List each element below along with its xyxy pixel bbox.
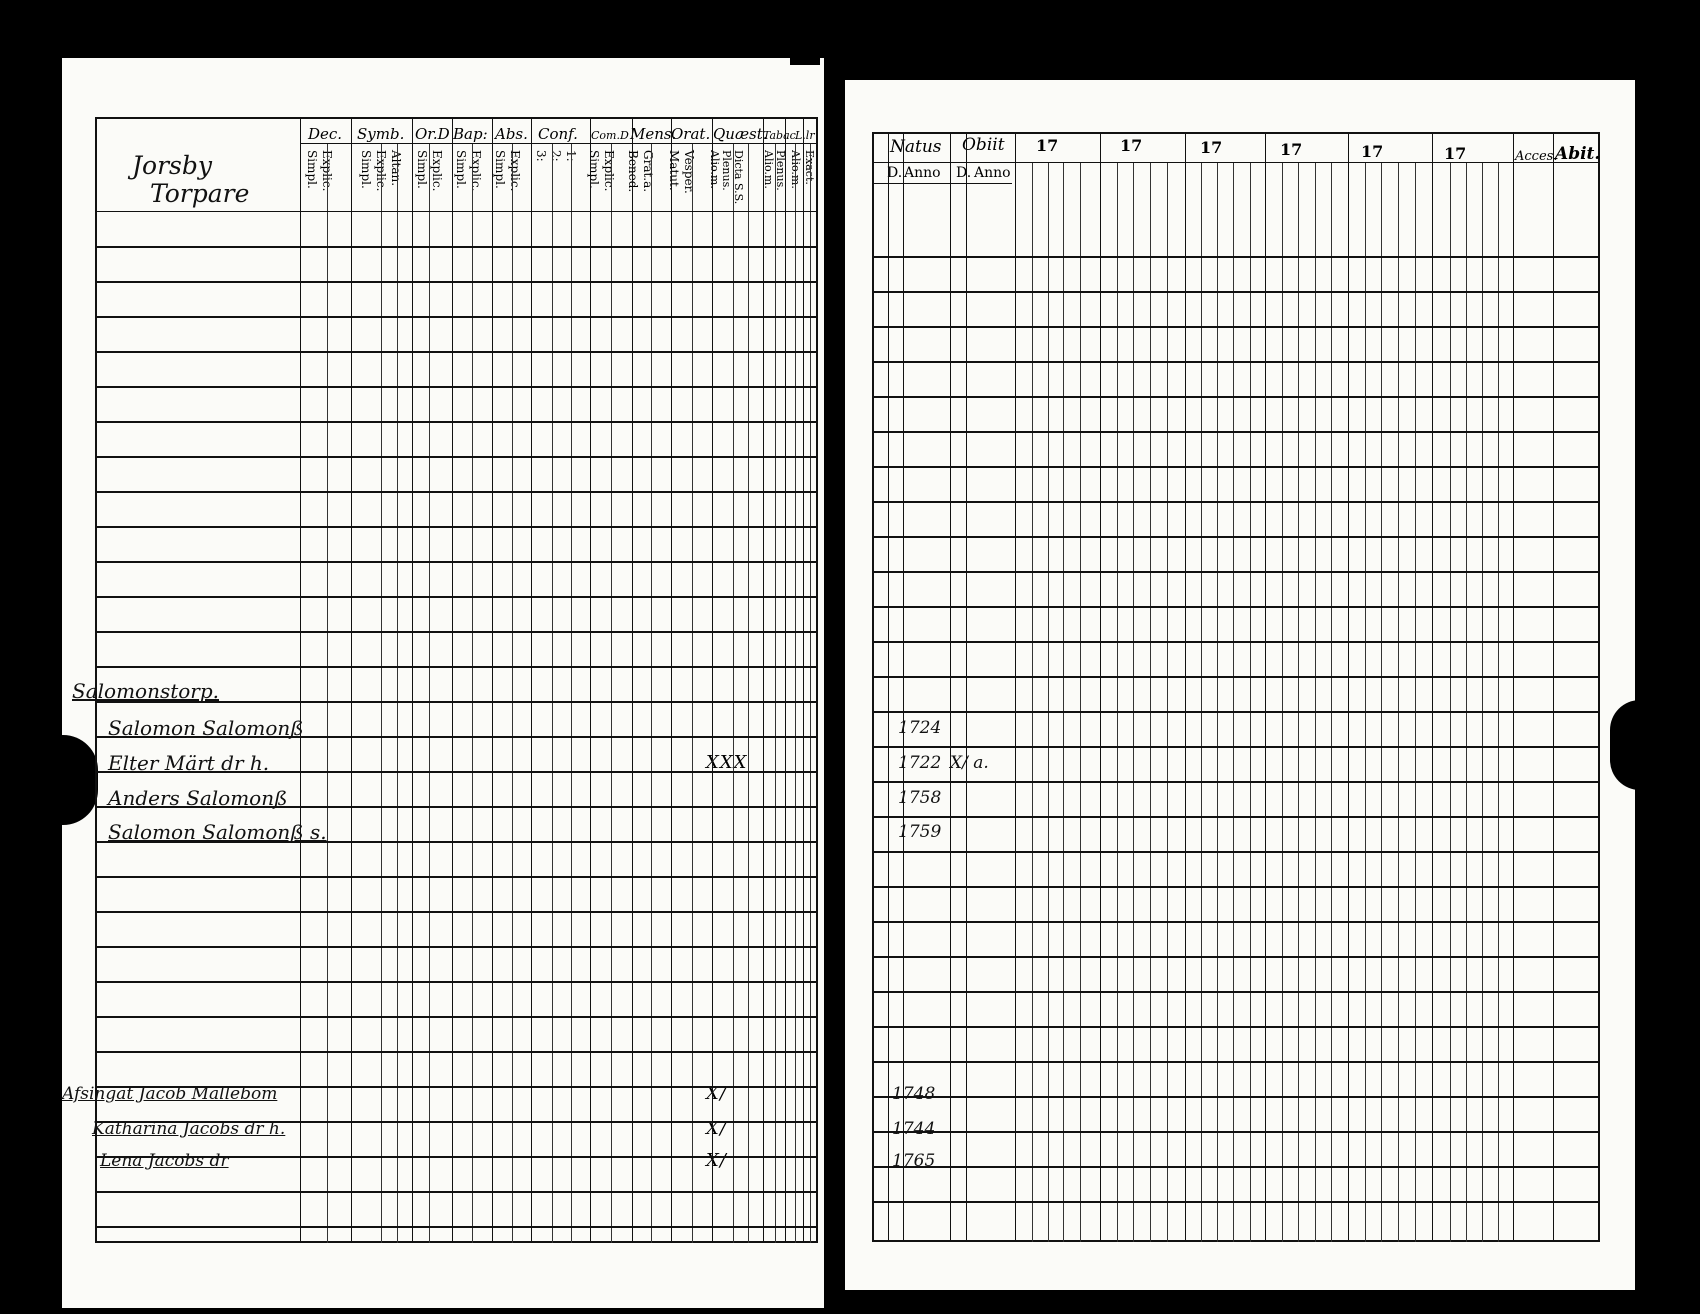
subheader-explic: Explic. [602, 150, 616, 192]
row-rule [872, 1096, 1600, 1098]
row-rule [95, 631, 818, 633]
column-rule [671, 117, 672, 1243]
column-rule [492, 117, 493, 1243]
column-rule-thin [1150, 162, 1151, 1242]
row-rule [872, 396, 1600, 398]
header-abit: Abit. [1555, 144, 1601, 164]
column-rule-thin [1450, 162, 1451, 1242]
row-rule [872, 606, 1600, 608]
subheader-plenus: Plenus. [720, 150, 733, 191]
row-rule [95, 281, 818, 283]
subheader-altan: Altan. [389, 150, 403, 187]
entry-mark: X/ [706, 1150, 727, 1171]
column-rule-thin [1482, 162, 1483, 1242]
birth-year: 1748 [892, 1084, 936, 1104]
entry-name: Anders Salomonß [108, 786, 288, 810]
column-rule-thin [429, 143, 430, 1243]
row-rule [872, 536, 1600, 538]
row-rule [872, 1166, 1600, 1168]
obiit-note: X/ a. [950, 753, 989, 773]
row-rule [95, 1226, 818, 1228]
row-rule [872, 991, 1600, 993]
header-natus: Natus [890, 137, 942, 157]
row-rule [872, 711, 1600, 713]
subheader-conf-1: 1: [564, 150, 578, 162]
column-rule-thin [1298, 162, 1299, 1242]
column-rule [1265, 132, 1266, 1242]
column-rule-thin [1167, 162, 1168, 1242]
subheader-explic: Explic. [430, 150, 444, 192]
birth-year: 1722 [898, 753, 942, 773]
row-rule [872, 746, 1600, 748]
entry-name: Katharina Jacobs dr h. [92, 1119, 286, 1139]
row-rule [95, 246, 818, 248]
subheader-exact: Exact. [803, 150, 816, 185]
column-rule [300, 117, 301, 1243]
header-comd: Com.D [591, 129, 629, 142]
row-rule [95, 946, 818, 948]
row-rule [95, 316, 818, 318]
row-rule [872, 676, 1600, 678]
subheader-obiit-anno: Anno [974, 165, 1011, 181]
header-orat: Orat. [671, 125, 711, 143]
header-mens: Mens. [630, 125, 677, 143]
column-rule-thin [1080, 162, 1081, 1242]
column-rule-thin [1282, 162, 1283, 1242]
subheader-simpl: Simpl. [454, 150, 468, 189]
subheader-plenus: Plenus. [774, 150, 787, 191]
row-rule [872, 956, 1600, 958]
column-rule-thin [1250, 162, 1251, 1242]
row-rule [872, 886, 1600, 888]
row-rule [95, 806, 818, 808]
birth-year: 1758 [898, 788, 942, 808]
column-rule-thin [733, 143, 734, 1243]
row-rule [95, 736, 818, 738]
right-register-table [872, 132, 1600, 1242]
column-rule [950, 132, 951, 1242]
row-rule [872, 256, 1600, 258]
row-rule [95, 421, 818, 423]
entry-name: Salomon Salomonß s. [108, 820, 327, 844]
subheader-alio: Alio.m. [789, 150, 802, 189]
subheader-explic: Explic. [469, 150, 483, 192]
header-obiit: Obiit [962, 135, 1005, 155]
column-rule-thin [775, 143, 776, 1243]
row-rule [95, 1016, 818, 1018]
subheader-grat: Grat.a. [641, 150, 655, 193]
entry-mark: X/ [706, 1083, 727, 1104]
column-rule [1185, 132, 1186, 1242]
header-year: 17 [1036, 136, 1059, 155]
subheader-obiit-day: D. [956, 165, 972, 181]
row-rule [872, 851, 1600, 853]
header-rule [300, 143, 818, 144]
column-rule [763, 117, 764, 1243]
column-rule [351, 117, 352, 1243]
column-rule-thin [1381, 162, 1382, 1242]
entry-name: Salomon Salomonß [108, 716, 304, 740]
row-rule [95, 1156, 818, 1158]
entry-name: Afsingat Jacob Mallebom [62, 1084, 278, 1104]
row-rule [95, 981, 818, 983]
row-rule [872, 361, 1600, 363]
binding-clip-left [28, 735, 98, 825]
row-rule [872, 501, 1600, 503]
header-year: 17 [1280, 140, 1303, 159]
book-spine [826, 30, 844, 1314]
column-rule [1432, 132, 1433, 1242]
subheader-alio: Alio.m. [762, 150, 775, 189]
column-rule-thin [748, 143, 749, 1243]
column-rule-thin [327, 143, 328, 1243]
subheader-dicta: Dicta S.S. [732, 150, 745, 205]
column-rule-thin [1365, 162, 1366, 1242]
entry-mark: XXX [706, 752, 748, 773]
header-rule [872, 183, 1012, 184]
row-rule [95, 351, 818, 353]
column-rule-thin [795, 143, 796, 1243]
row-rule [95, 1086, 818, 1088]
column-rule-thin [1217, 162, 1218, 1242]
column-rule-thin [1133, 162, 1134, 1242]
row-rule [872, 326, 1600, 328]
subheader-explic: Explic. [374, 150, 388, 192]
column-rule-thin [512, 143, 513, 1243]
column-rule [452, 117, 453, 1243]
row-rule [95, 771, 818, 773]
row-rule [95, 1121, 818, 1123]
column-rule-thin [1048, 162, 1049, 1242]
row-rule [95, 456, 818, 458]
header-conf: Conf. [538, 125, 578, 143]
row-rule [95, 876, 818, 878]
column-rule-thin [397, 143, 398, 1243]
column-rule-thin [571, 143, 572, 1243]
row-rule [872, 1061, 1600, 1063]
row-rule [95, 841, 818, 843]
column-rule-thin [1117, 162, 1118, 1242]
row-rule [95, 666, 818, 668]
header-quaest: Quæst. [713, 125, 768, 143]
column-rule-thin [381, 143, 382, 1243]
column-rule [1553, 132, 1554, 1242]
row-rule [872, 1201, 1600, 1203]
parish-title-line2: Torpare [150, 179, 250, 208]
column-rule-thin [651, 143, 652, 1243]
column-rule [712, 117, 713, 1243]
column-rule [966, 132, 967, 1242]
column-rule-thin [472, 143, 473, 1243]
row-rule [872, 466, 1600, 468]
subheader-simpl: Simpl. [305, 150, 319, 189]
header-symb: Symb. [357, 125, 405, 143]
birth-year: 1759 [898, 822, 942, 842]
subheader-explic: Explic. [320, 150, 334, 192]
subheader-matut: Matut. [667, 150, 681, 191]
birth-year: 1765 [892, 1151, 936, 1171]
column-rule-thin [1498, 162, 1499, 1242]
subheader-simpl: Simpl. [493, 150, 507, 189]
column-rule [412, 117, 413, 1243]
subheader-conf-3: 3: [534, 150, 548, 162]
header-abs: Abs. [495, 125, 528, 143]
entry-mark: X/ [706, 1118, 727, 1139]
row-rule [95, 386, 818, 388]
entry-name: Lena Jacobs dr [100, 1151, 229, 1171]
row-rule [872, 1026, 1600, 1028]
column-rule [531, 117, 532, 1243]
column-rule-thin [1415, 162, 1416, 1242]
column-rule [903, 132, 904, 1242]
row-rule [872, 571, 1600, 573]
header-bap: Bap: [453, 125, 488, 143]
column-rule [632, 117, 633, 1243]
column-rule-thin [1315, 162, 1316, 1242]
subheader-simpl: Simpl. [587, 150, 601, 189]
subheader-explic: Explic. [508, 150, 522, 192]
row-rule [872, 431, 1600, 433]
column-rule-thin [1233, 162, 1234, 1242]
column-rule-thin [810, 143, 811, 1243]
column-rule [803, 117, 804, 1243]
row-rule [872, 816, 1600, 818]
header-dec: Dec. [308, 125, 343, 143]
column-rule [785, 117, 786, 1243]
column-rule [888, 132, 889, 1242]
entry-name: Salomonstorp. [72, 679, 220, 703]
column-rule-thin [1032, 162, 1033, 1242]
header-rule [872, 162, 1600, 163]
row-rule [95, 596, 818, 598]
subheader-simpl: Simpl. [415, 150, 429, 189]
column-rule [1513, 132, 1514, 1242]
column-rule-thin [552, 143, 553, 1243]
column-rule-thin [692, 143, 693, 1243]
column-rule [1015, 132, 1016, 1242]
birth-year: 1744 [892, 1119, 936, 1139]
row-rule [872, 781, 1600, 783]
subheader-natus-day: D. [887, 165, 903, 181]
header-ord: Or.D [415, 125, 450, 143]
header-year: 17 [1361, 142, 1384, 161]
column-rule-thin [1398, 162, 1399, 1242]
column-rule [816, 117, 817, 1243]
header-year: 17 [1444, 144, 1467, 163]
header-year: 17 [1200, 138, 1223, 157]
header-year: 17 [1120, 136, 1143, 155]
column-rule [1100, 132, 1101, 1242]
parish-title-line1: Jorsby [132, 151, 212, 180]
column-rule [1348, 132, 1349, 1242]
binding-clip [790, 20, 820, 65]
row-rule [95, 701, 818, 703]
column-rule-thin [1201, 162, 1202, 1242]
row-rule [95, 491, 818, 493]
binding-clip-right [1610, 700, 1670, 790]
column-rule-thin [1466, 162, 1467, 1242]
birth-year: 1724 [898, 718, 942, 738]
row-rule [95, 561, 818, 563]
row-rule [95, 526, 818, 528]
row-rule [95, 1191, 818, 1193]
subheader-conf-2: 2: [549, 150, 563, 162]
header-acces: Acces. [1515, 149, 1558, 164]
subheader-vesper: Vesper. [682, 150, 696, 194]
row-rule [95, 1051, 818, 1053]
subheader-bened: Bened. [626, 150, 640, 193]
row-rule [872, 641, 1600, 643]
row-rule [872, 291, 1600, 293]
row-rule [95, 911, 818, 913]
header-bottom-rule [95, 211, 818, 212]
subheader-alio: Alio.m. [708, 150, 721, 189]
entry-name: Elter Märt dr h. [108, 751, 270, 775]
row-rule [872, 1131, 1600, 1133]
column-rule [590, 117, 591, 1243]
subheader-simpl: Simpl. [359, 150, 373, 189]
subheader-natus-anno: Anno [904, 165, 941, 181]
row-rule [872, 921, 1600, 923]
header-tabac: Tabac [763, 129, 796, 142]
column-rule-thin [1063, 162, 1064, 1242]
column-rule-thin [1331, 162, 1332, 1242]
header-llr: L.lr [795, 129, 815, 142]
column-rule-thin [611, 143, 612, 1243]
